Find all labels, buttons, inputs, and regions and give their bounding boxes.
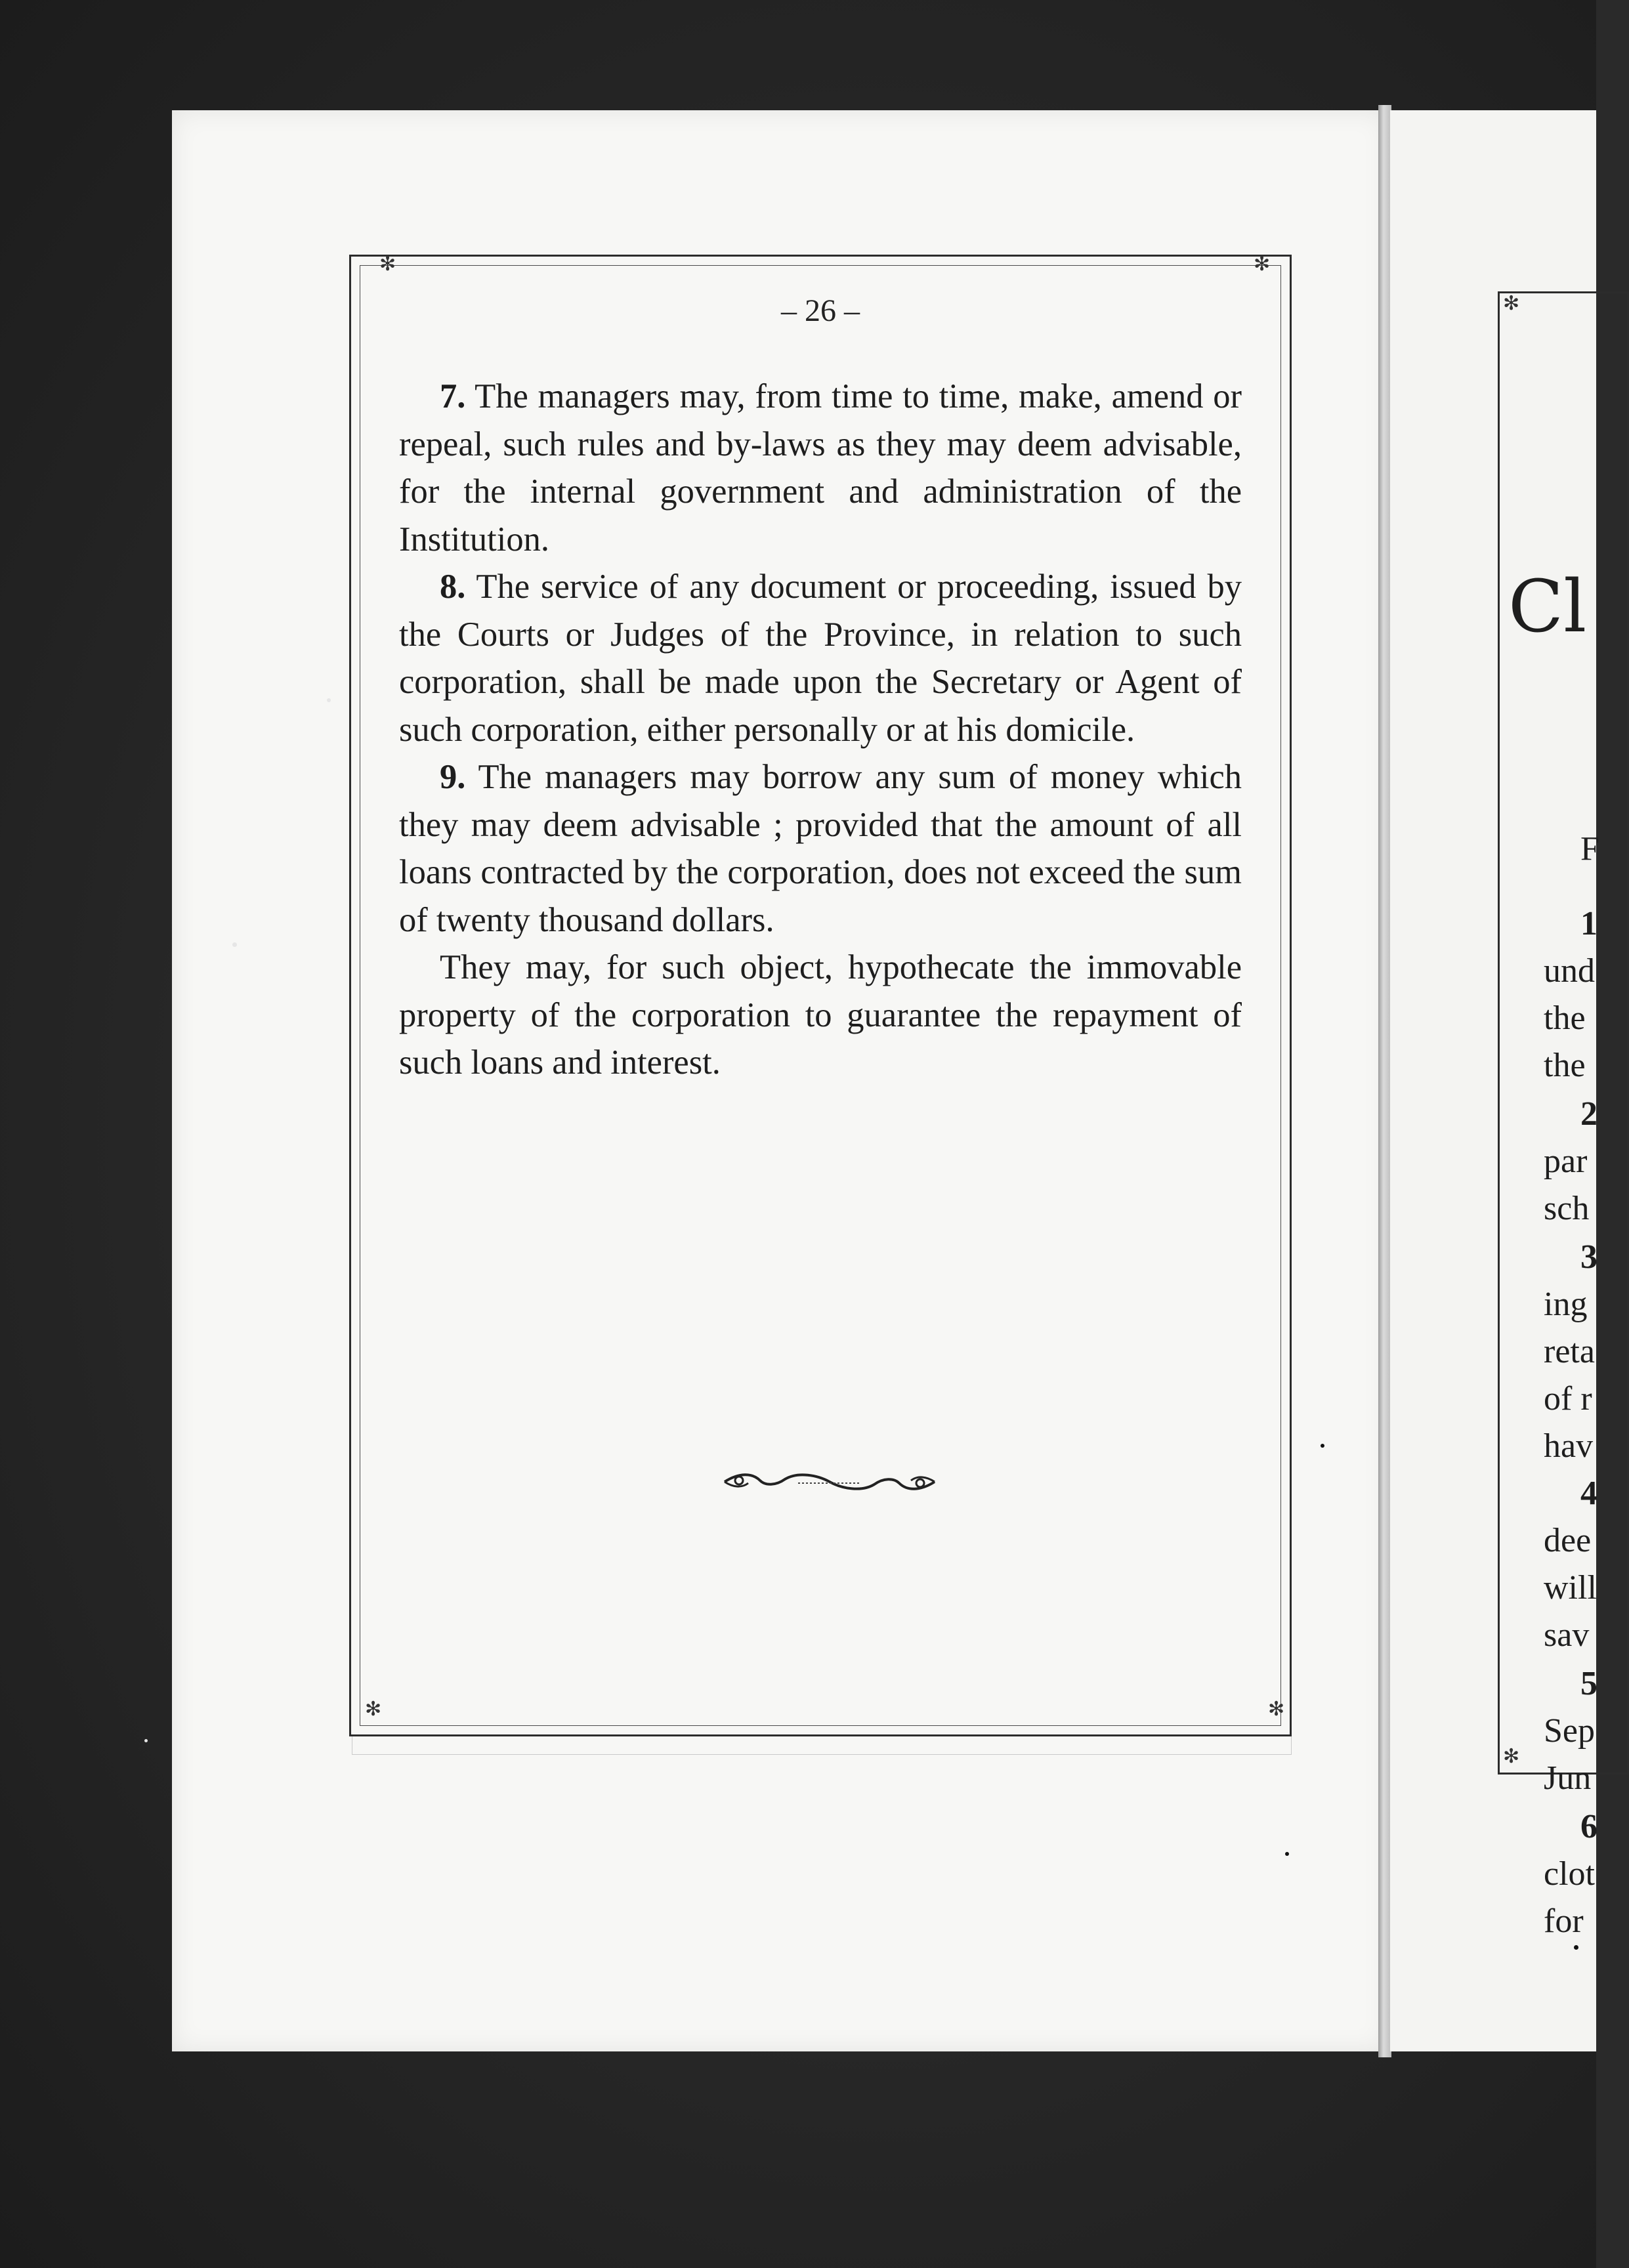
right-page-fragment: will [1544,1569,1597,1606]
corner-ornament-top-left: ✻ [379,253,396,275]
page-border-shadow [352,1736,1292,1755]
right-page-fragment: Jun [1544,1759,1592,1797]
right-corner-ornament-top: ✻ [1503,293,1520,314]
paragraph-8 [399,563,1242,753]
right-page-fragment: the [1544,1047,1586,1084]
corner-ornament-bottom-left: ✻ [365,1698,382,1720]
film-speck [1574,1945,1578,1950]
scroll-ornament-icon [719,1469,940,1495]
paragraph-number: 9. [440,758,466,796]
right-corner-ornament-bottom: ✻ [1503,1746,1520,1767]
paragraph-9 [399,753,1242,944]
film-speck [144,1739,148,1742]
film-speck [327,698,331,702]
paragraph-text: The service of any document or proceeding, issued by the Courts or Judges of the Province, in relation to such corporation, shall be made upon the Secretary or Agent of such corporation, either personally or at his domicile. [399,568,1242,749]
right-page-fragment: reta [1544,1333,1595,1370]
right-page-fragment: Sep [1544,1712,1595,1750]
right-page-fragment: sch [1544,1190,1590,1227]
corner-ornament-top-right: ✻ [1254,253,1271,275]
right-page-fragment: 5 [1580,1665,1597,1702]
article-body [399,373,1242,1087]
right-page-fragment: hav [1544,1427,1594,1465]
right-page-fragment: und [1544,952,1595,990]
paragraph-number: 7. [440,377,466,415]
paragraph-9-continued [399,944,1242,1087]
paragraph-number: 8. [440,568,466,606]
right-page-fragment: dee [1544,1522,1592,1559]
paragraph-text: They may, for such object, hypothecate the immovable property of the corporation to guarantee the repayment of such loans and interest. [399,948,1242,1082]
film-speck [232,942,237,947]
right-page-fragment: 1 [1580,905,1597,942]
page-number: – 26 – [781,293,860,328]
right-page-fragment: 3 [1580,1238,1597,1276]
paragraph-text: The managers may, from time to time, make, amend or repeal, such rules and by-laws as they may deem advisable, for the internal government and administration of the Institution. [399,377,1242,558]
right-page-fragment: F [1580,830,1599,868]
film-speck [1285,1852,1289,1856]
right-page-fragment: sav [1544,1616,1590,1654]
paragraph-7 [399,373,1242,563]
right-page-fragment: par [1544,1143,1588,1180]
right-page-fragment: clot [1544,1855,1595,1893]
right-page-fragment: of r [1544,1380,1592,1418]
right-page-fragment: the [1544,999,1586,1037]
right-page-fragment: 4 [1580,1475,1597,1512]
corner-ornament-bottom-right: ✻ [1268,1698,1285,1720]
right-page-fragment: 2 [1580,1095,1597,1133]
right-page-fragment: ing [1544,1286,1588,1323]
book-gutter [1378,105,1391,2057]
paragraph-text: The managers may borrow any sum of money which they may deem advisable ; provided that the amount of all loans contracted by the corporation, does not exceed the sum of twenty thousand dollars. [399,758,1242,939]
right-page-fragment: 6 [1580,1808,1597,1845]
film-speck [1321,1444,1324,1448]
right-page-title-fragment: Cl [1508,564,1587,648]
right-page-fragment: for [1544,1902,1584,1940]
